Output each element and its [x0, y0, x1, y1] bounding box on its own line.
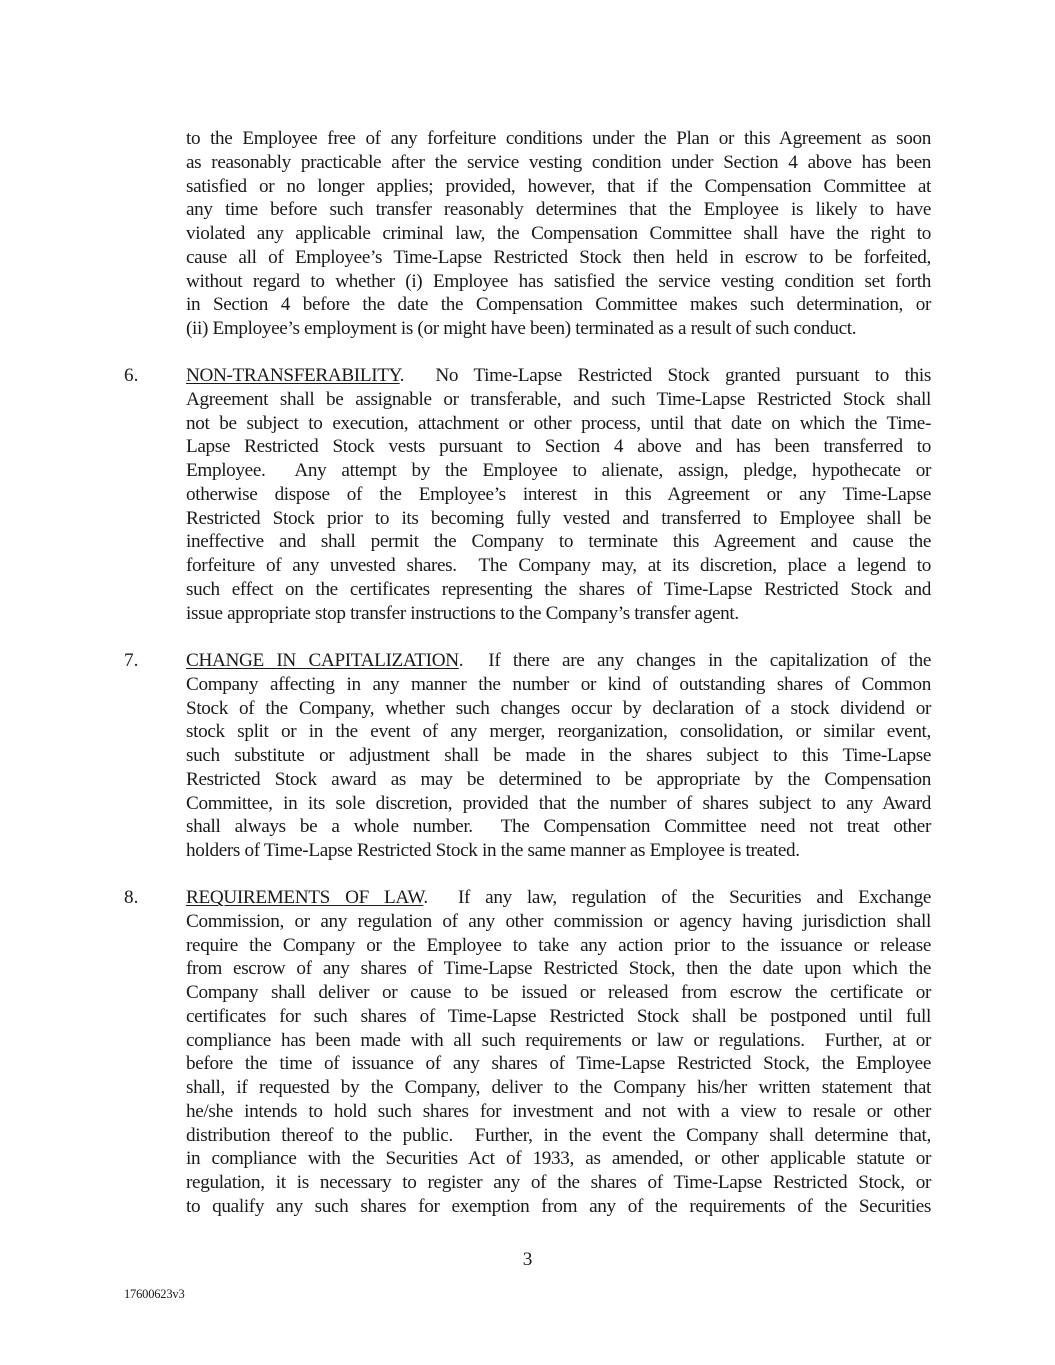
text-line: Lapse Restricted Stock vests pursuant to Section 4 above and has been transferred to [186, 436, 931, 458]
text-line: Company shall deliver or cause to be issued or released from escrow the certificate or [186, 982, 931, 1003]
section-number: 6. [124, 365, 139, 386]
text-line: in Section 4 before the date the Compensation Committee makes such determination, or [186, 294, 931, 316]
text-line: compliance has been made with all such requirements or law or regulations. Further, at or [186, 1029, 931, 1051]
text-line: Committee, in its sole discretion, provided that the number of shares subject to any Award [186, 792, 931, 814]
text-line: certificates for such shares of Time-Lapse Restricted Stock shall be postponed until full [186, 1005, 931, 1027]
text-line: Restricted Stock prior to its becoming fully vested and transferred to Employee shall be [186, 507, 931, 529]
page-number: 3 [522, 1249, 533, 1270]
document-id: 17600623v3 [124, 1287, 185, 1301]
text-line: shall, if requested by the Company, deliver to the Company his/her written statement that [186, 1077, 931, 1098]
text-line: (ii) Employee’s employment is (or might have been) terminated as a result of such conduct. [186, 318, 857, 339]
text-line: require the Company or the Employee to take any action prior to the issuance or release [186, 934, 931, 956]
text-line: cause all of Employee’s Time-Lapse Restricted Stock then held in escrow to be forfeited, [186, 246, 931, 268]
text-fragment: . If there are any changes in the capitalization of the [458, 650, 931, 671]
text-line: shall always be a whole number. The Compensation Committee need not treat other [186, 816, 931, 838]
section-7-paragraph [186, 649, 931, 863]
section-number: 7. [124, 650, 139, 671]
text-line: distribution thereof to the public. Further, in the event the Company shall determine that, [186, 1124, 931, 1146]
text-line: to qualify any such shares for exemption from any of the requirements of the Securities [186, 1195, 931, 1217]
text-line: Stock of the Company, whether such changes occur by declaration of a stock dividend or [186, 697, 931, 719]
text-line: from escrow of any shares of Time-Lapse Restricted Stock, then the date upon which the [186, 958, 931, 980]
text-line: as reasonably practicable after the service vesting condition under Section 4 above has been [186, 151, 931, 173]
section-heading: NON-TRANSFERABILITY [186, 365, 400, 386]
text-line: issue appropriate stop transfer instructions to the Company’s transfer agent. [186, 602, 739, 624]
text-line: ineffective and shall permit the Company to terminate this Agreement and cause the [186, 531, 931, 553]
text-line [186, 886, 931, 910]
text-line [186, 649, 931, 673]
text-fragment: . If any law, regulation of the Securities and Exchange [423, 887, 931, 908]
text-line: satisfied or no longer applies; provided, however, that if the Compensation Committee at [186, 175, 931, 197]
text-line: Employee. Any attempt by the Employee to alienate, assign, pledge, hypothecate or [186, 460, 931, 481]
text-line: otherwise dispose of the Employee’s interest in this Agreement or any Time-Lapse [186, 483, 931, 505]
text-line: stock split or in the event of any merger, reorganization, consolidation, or similar event, [186, 721, 931, 743]
text-line: Commission, or any regulation of any other commission or agency having jurisdiction shall [186, 910, 931, 932]
text-line: Restricted Stock award as may be determined to be appropriate by the Compensation [186, 768, 931, 790]
text-line: without regard to whether (i) Employee has satisfied the service vesting condition set forth [186, 270, 931, 292]
text-line [186, 364, 931, 388]
section-8-paragraph [186, 886, 931, 1219]
text-line: violated any applicable criminal law, the Compensation Committee shall have the right to [186, 223, 931, 244]
text-line: Agreement shall be assignable or transferable, and such Time-Lapse Restricted Stock shall [186, 388, 931, 410]
continuation-paragraph [186, 127, 931, 341]
text-line: regulation, it is necessary to register any of the shares of Time-Lapse Restricted Stock, or [186, 1172, 931, 1193]
section-heading: CHANGE IN CAPITALIZATION [186, 650, 459, 671]
section-heading: REQUIREMENTS OF LAW [186, 887, 424, 908]
text-line: such effect on the certificates representing the shares of Time-Lapse Restricted Stock and [186, 578, 931, 600]
text-line: Company affecting in any manner the number or kind of outstanding shares of Common [186, 673, 931, 695]
text-fragment: . No Time-Lapse Restricted Stock granted pursuant to this [399, 365, 931, 386]
text-line: such substitute or adjustment shall be made in the shares subject to this Time-Lapse [186, 745, 931, 766]
text-line: to the Employee free of any forfeiture conditions under the Plan or this Agreement as soon [186, 128, 931, 149]
text-line: in compliance with the Securities Act of 1933, as amended, or other applicable statute or [186, 1148, 931, 1170]
text-line: forfeiture of any unvested shares. The Company may, at its discretion, place a legend to [186, 555, 931, 576]
text-line: he/she intends to hold such shares for investment and not with a view to resale or other [186, 1100, 931, 1122]
section-6-paragraph [186, 364, 931, 625]
text-line: holders of Time-Lapse Restricted Stock in the same manner as Employee is treated. [186, 840, 800, 861]
section-number: 8. [124, 887, 139, 908]
text-line: not be subject to execution, attachment or other process, until that date on which the Time- [186, 412, 931, 434]
text-line: before the time of issuance of any shares of Time-Lapse Restricted Stock, the Employee [186, 1053, 931, 1075]
text-line: any time before such transfer reasonably determines that the Employee is likely to have [186, 199, 931, 221]
